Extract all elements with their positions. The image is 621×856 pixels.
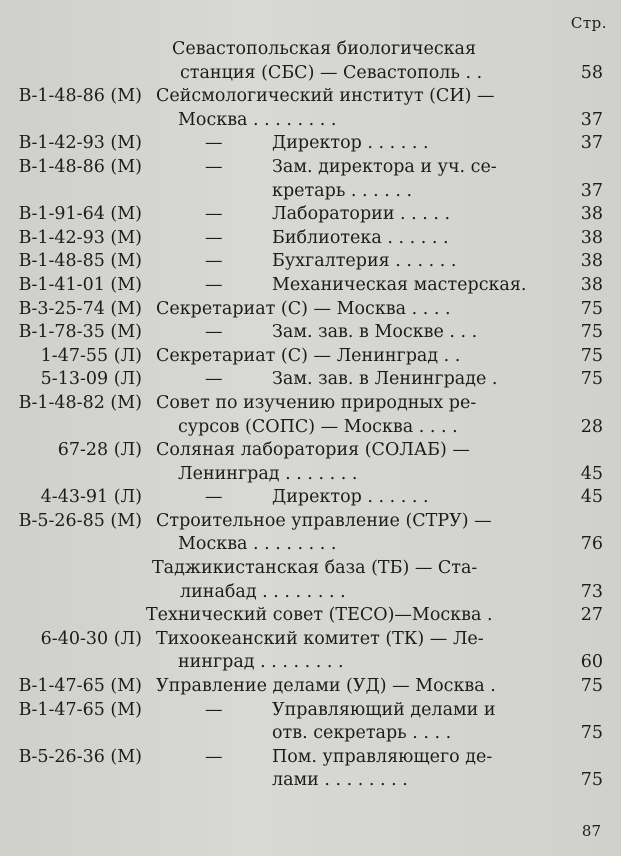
directory-row bbox=[0, 510, 621, 534]
page-ref: 37 bbox=[580, 109, 603, 130]
page-ref: 37 bbox=[580, 180, 603, 201]
directory-row bbox=[0, 628, 621, 652]
phone-number: В-5-26-85 (М) bbox=[18, 510, 142, 531]
phone-number: 67-28 (Л) bbox=[57, 440, 142, 461]
entry-text: Библиотека . . . . . . bbox=[272, 227, 449, 248]
phone-number: В-3-25-74 (М) bbox=[18, 298, 142, 319]
entry-text: сурсов (СОПС) — Москва . . . . bbox=[178, 416, 458, 437]
page-number: 87 bbox=[581, 822, 601, 840]
ditto-dash: — bbox=[205, 274, 223, 295]
directory-row bbox=[0, 699, 621, 723]
ditto-dash: — bbox=[205, 227, 223, 248]
entry-text: Механическая мастерская. bbox=[272, 274, 527, 295]
page-ref: 75 bbox=[580, 369, 603, 390]
entry-text: станция (СБС) — Севастополь . . bbox=[180, 62, 483, 83]
entry-text: Пом. управляющего де- bbox=[272, 746, 493, 767]
directory-row bbox=[0, 274, 621, 298]
phone-number: 1-47-55 (Л) bbox=[40, 345, 142, 366]
page-ref: 37 bbox=[580, 133, 603, 154]
entry-text: Москва . . . . . . . . bbox=[178, 534, 337, 555]
phone-number: В-1-41-01 (М) bbox=[18, 274, 142, 295]
directory-row bbox=[0, 109, 621, 133]
page-ref: 76 bbox=[580, 534, 603, 555]
directory-row bbox=[0, 463, 621, 487]
ditto-dash: — bbox=[205, 204, 223, 225]
phone-number: В-1-42-93 (М) bbox=[18, 133, 142, 154]
directory-row bbox=[0, 156, 621, 180]
directory-row bbox=[0, 486, 621, 510]
entry-text: Секретариат (С) — Ленинград . . bbox=[156, 345, 461, 366]
page-ref: 38 bbox=[580, 251, 603, 272]
ditto-dash: — bbox=[205, 369, 223, 390]
page-ref: 38 bbox=[580, 204, 603, 225]
ditto-dash: — bbox=[205, 699, 223, 720]
entry-text: Зам. директора и уч. се- bbox=[272, 156, 497, 177]
phone-number: В-1-48-86 (М) bbox=[18, 86, 142, 107]
directory-row bbox=[0, 85, 621, 109]
page-ref: 73 bbox=[580, 581, 603, 602]
page-ref: 45 bbox=[580, 487, 603, 508]
directory-row bbox=[0, 533, 621, 557]
ditto-dash: — bbox=[205, 487, 223, 508]
ditto-dash: — bbox=[205, 322, 223, 343]
entry-text: отв. секретарь . . . . bbox=[272, 723, 452, 744]
directory-row bbox=[0, 368, 621, 392]
page-ref: 28 bbox=[580, 416, 603, 437]
phone-number: В-5-26-36 (М) bbox=[18, 746, 142, 767]
directory-row bbox=[0, 651, 621, 675]
phone-number: В-1-42-93 (М) bbox=[18, 227, 142, 248]
ditto-dash: — bbox=[205, 133, 223, 154]
directory-row bbox=[0, 604, 621, 628]
directory-row bbox=[0, 298, 621, 322]
phone-number: В-1-48-85 (М) bbox=[18, 251, 142, 272]
directory-row bbox=[0, 38, 621, 62]
entry-text: лами . . . . . . . . bbox=[272, 770, 408, 791]
phone-number: В-1-47-65 (М) bbox=[18, 676, 142, 697]
directory-row bbox=[0, 203, 621, 227]
directory-row bbox=[0, 250, 621, 274]
page-ref: 75 bbox=[580, 298, 603, 319]
page-ref: 75 bbox=[580, 723, 603, 744]
entry-text: Сейсмологический институт (СИ) — bbox=[156, 86, 495, 107]
entry-text: Тихоокеанский комитет (ТК) — Ле- bbox=[156, 628, 484, 649]
ditto-dash: — bbox=[205, 251, 223, 272]
phone-number: В-1-48-82 (М) bbox=[18, 392, 142, 413]
directory-row bbox=[0, 746, 621, 770]
directory-row bbox=[0, 581, 621, 605]
entry-text: Соляная лаборатория (СОЛАБ) — bbox=[156, 440, 470, 461]
page-column-header: Стр. bbox=[570, 14, 607, 32]
directory-row bbox=[0, 62, 621, 86]
directory-row bbox=[0, 321, 621, 345]
phone-number: В-1-78-35 (М) bbox=[18, 322, 142, 343]
directory-row bbox=[0, 439, 621, 463]
directory-row bbox=[0, 132, 621, 156]
entry-text: Лаборатории . . . . . bbox=[272, 204, 451, 225]
entry-text: линабад . . . . . . . . bbox=[180, 581, 346, 602]
directory-row bbox=[0, 722, 621, 746]
entry-text: Севастопольская биологическая bbox=[172, 39, 477, 59]
directory-row bbox=[0, 769, 621, 793]
entry-text: Строительное управление (СТРУ) — bbox=[156, 510, 492, 531]
directory-row bbox=[0, 345, 621, 369]
directory-row bbox=[0, 392, 621, 416]
entry-text: Технический совет (ТЕСО)—Москва . bbox=[146, 605, 493, 626]
directory-row bbox=[0, 557, 621, 581]
entry-text: Таджикистанская база (ТБ) — Ста- bbox=[152, 558, 478, 579]
entry-text: Москва . . . . . . . . bbox=[178, 109, 337, 130]
entry-text: Зам. зав. в Москве . . . bbox=[272, 322, 478, 343]
phone-number: В-1-48-86 (М) bbox=[18, 156, 142, 177]
entry-text: Директор . . . . . . bbox=[272, 133, 429, 154]
entry-text: нинград . . . . . . . . bbox=[178, 652, 344, 673]
page-ref: 38 bbox=[580, 274, 603, 295]
page-ref: 75 bbox=[580, 322, 603, 343]
entry-text: Управление делами (УД) — Москва . bbox=[156, 676, 496, 697]
directory-list bbox=[0, 38, 621, 793]
entry-text: Зам. зав. в Ленинграде . bbox=[272, 369, 498, 390]
entry-text: Директор . . . . . . bbox=[272, 487, 429, 508]
entry-text: Бухгалтерия . . . . . . bbox=[272, 251, 457, 272]
directory-row bbox=[0, 227, 621, 251]
entry-text: Управляющий делами и bbox=[272, 699, 496, 720]
phone-number: В-1-47-65 (М) bbox=[18, 699, 142, 720]
directory-row bbox=[0, 675, 621, 699]
phone-number: 5-13-09 (Л) bbox=[40, 369, 142, 390]
entry-text: Секретариат (С) — Москва . . . . bbox=[156, 298, 451, 319]
page-ref: 75 bbox=[580, 676, 603, 697]
page-ref: 60 bbox=[580, 652, 603, 673]
entry-text: Совет по изучению природных ре- bbox=[156, 392, 477, 413]
phone-number: 6-40-30 (Л) bbox=[40, 628, 142, 649]
page-ref: 75 bbox=[580, 345, 603, 366]
directory-row bbox=[0, 416, 621, 440]
page-ref: 27 bbox=[580, 605, 603, 626]
entry-text: кретарь . . . . . . bbox=[272, 180, 413, 201]
entry-text: Ленинград . . . . . . . bbox=[178, 463, 358, 484]
ditto-dash: — bbox=[205, 156, 223, 177]
ditto-dash: — bbox=[205, 746, 223, 767]
directory-row bbox=[0, 180, 621, 204]
page-ref: 38 bbox=[580, 227, 603, 248]
phone-number: 4-43-91 (Л) bbox=[40, 487, 142, 508]
phone-number: В-1-91-64 (М) bbox=[18, 204, 142, 225]
page-ref: 58 bbox=[580, 62, 603, 83]
page-ref: 75 bbox=[580, 770, 603, 791]
page-ref: 45 bbox=[580, 463, 603, 484]
